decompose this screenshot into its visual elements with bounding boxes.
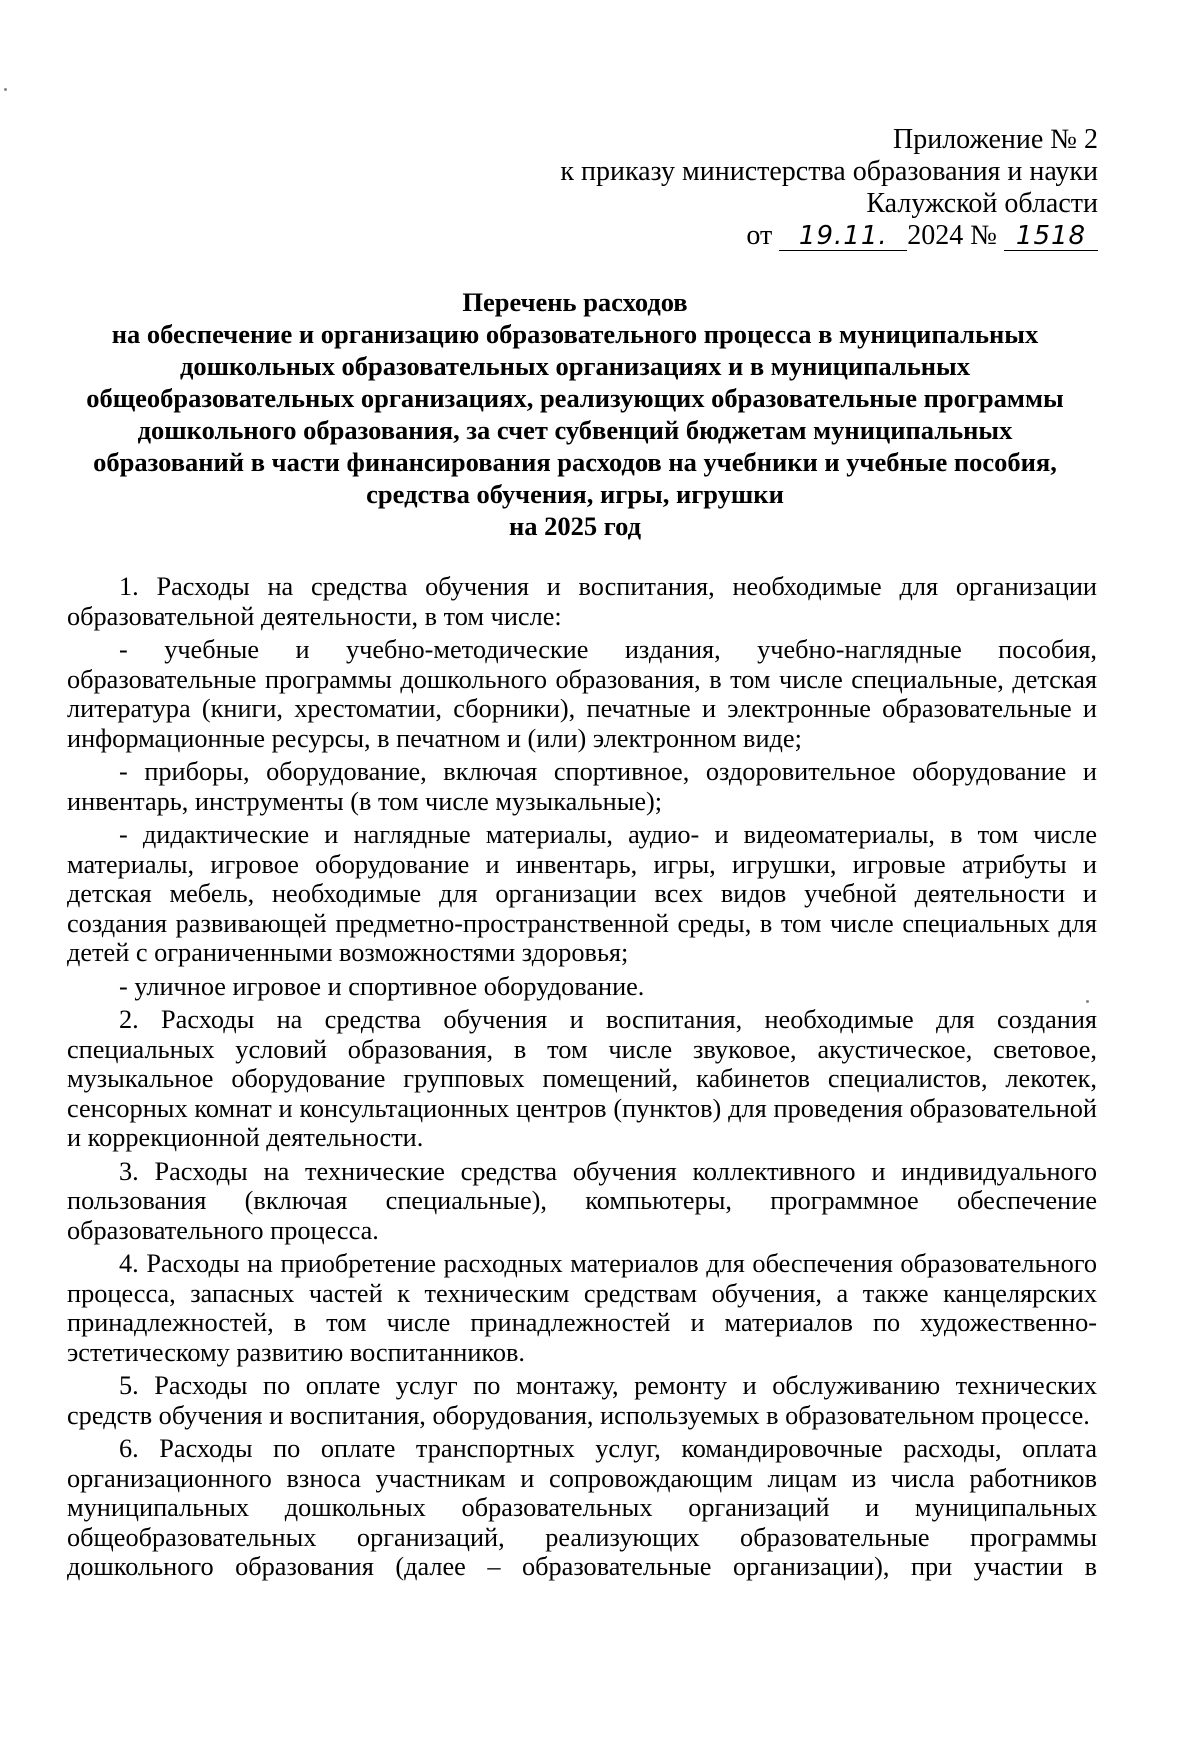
title-line: дошкольных образовательных организациях и в муниципальных (179, 351, 970, 381)
title-line: на обеспечение и организацию образовательного процесса в муниципальных (111, 319, 1039, 349)
document-title (60, 286, 1090, 542)
paragraph-5: 5. Расходы по оплате услуг по монтажу, ремонту и обслуживанию технических средств обучения и воспитания, оборудования, используемых в образовательном процессе. (67, 1371, 1097, 1430)
appendix-header (560, 124, 1098, 252)
paragraph-3: 3. Расходы на технические средства обучения коллективного и индивидуального пользования (включая специальные), компьютеры, программное обеспечение образовательного процесса. (67, 1156, 1097, 1245)
list-item-publications: - учебные и учебно-методические издания, учебно-наглядные пособия, образовательные программы дошкольного образования, в том числе специальные, детская литература (книги, хрестоматии, сборники), печатные и электронные образовательные и информационные ресурсы, в печатном и (или) электронном виде; (67, 635, 1097, 753)
appendix-number: Приложение № 2 (893, 124, 1098, 155)
year-and-number-label: 2024 № (907, 220, 997, 251)
paragraph-6: 6. Расходы по оплате транспортных услуг, командировочные расходы, оплата организационного взноса участникам и сопровождающим лицам из числа работников муниципальных дошкольных образовательных организаций и муниципальных общеобразовательных организаций, реализующих образовательные программы дошкольного образования (далее – образовательные организации), при участии в (67, 1434, 1097, 1581)
scan-speck (1086, 1000, 1089, 1003)
title-line: дошкольного образования, за счет субвенций бюджетам муниципальных (137, 415, 1013, 445)
list-item-didactic-materials: - дидактические и наглядные материалы, аудио- и видеоматериалы, в том числе материалы, игровое оборудование и инвентарь, игры, игрушки, игровые атрибуты и детская мебель, необходимые для организации всех видов учебной деятельности и создания развивающей предметно-пространственной среды, в том числе специальных для детей с ограниченными возможностями здоровья; (67, 820, 1097, 967)
handwritten-date: 19.11. (779, 222, 907, 251)
title-line: Перечень расходов (462, 287, 688, 317)
paragraph-4: 4. Расходы на приобретение расходных материалов для обеспечения образовательного процесса, запасных частей к техническим средствам обучения, а также канцелярских принадлежностей, в том числе принадлежностей и материалов по художественно-эстетическому развитию воспитанников. (67, 1249, 1097, 1367)
list-item-outdoor-equipment: - уличное игровое и спортивное оборудование. (119, 971, 645, 1001)
title-line: средства обучения, игры, игрушки (366, 479, 784, 509)
title-line: на 2025 год (508, 511, 642, 541)
title-line: образований в части финансирования расходов на учебники и учебные пособия, (93, 447, 1057, 477)
list-item-equipment: - приборы, оборудование, включая спортивное, оздоровительное оборудование и инвентарь, инструменты (в том числе музыкальные); (67, 757, 1097, 816)
paragraph-1: 1. Расходы на средства обучения и воспитания, необходимые для организации образовательной деятельности, в том числе: (67, 572, 1097, 631)
scan-speck (4, 88, 7, 91)
title-line: общеобразовательных организациях, реализующих образовательные программы (86, 383, 1064, 413)
region-name: Калужской области (866, 188, 1098, 219)
document-body (67, 572, 1097, 1586)
order-reference: к приказу министерства образования и науки (560, 156, 1098, 187)
handwritten-order-number: 1518 (1004, 222, 1098, 251)
order-date-line (560, 220, 1098, 252)
date-prefix: от (746, 220, 773, 251)
paragraph-2: 2. Расходы на средства обучения и воспитания, необходимые для создания специальных условий образования, в том числе звуковое, акустическое, световое, музыкальное оборудование групповых помещений, кабинетов специалистов, лекотек, сенсорных комнат и консультационных центров (пунктов) для проведения образовательной и коррекционной деятельности. (67, 1005, 1097, 1152)
